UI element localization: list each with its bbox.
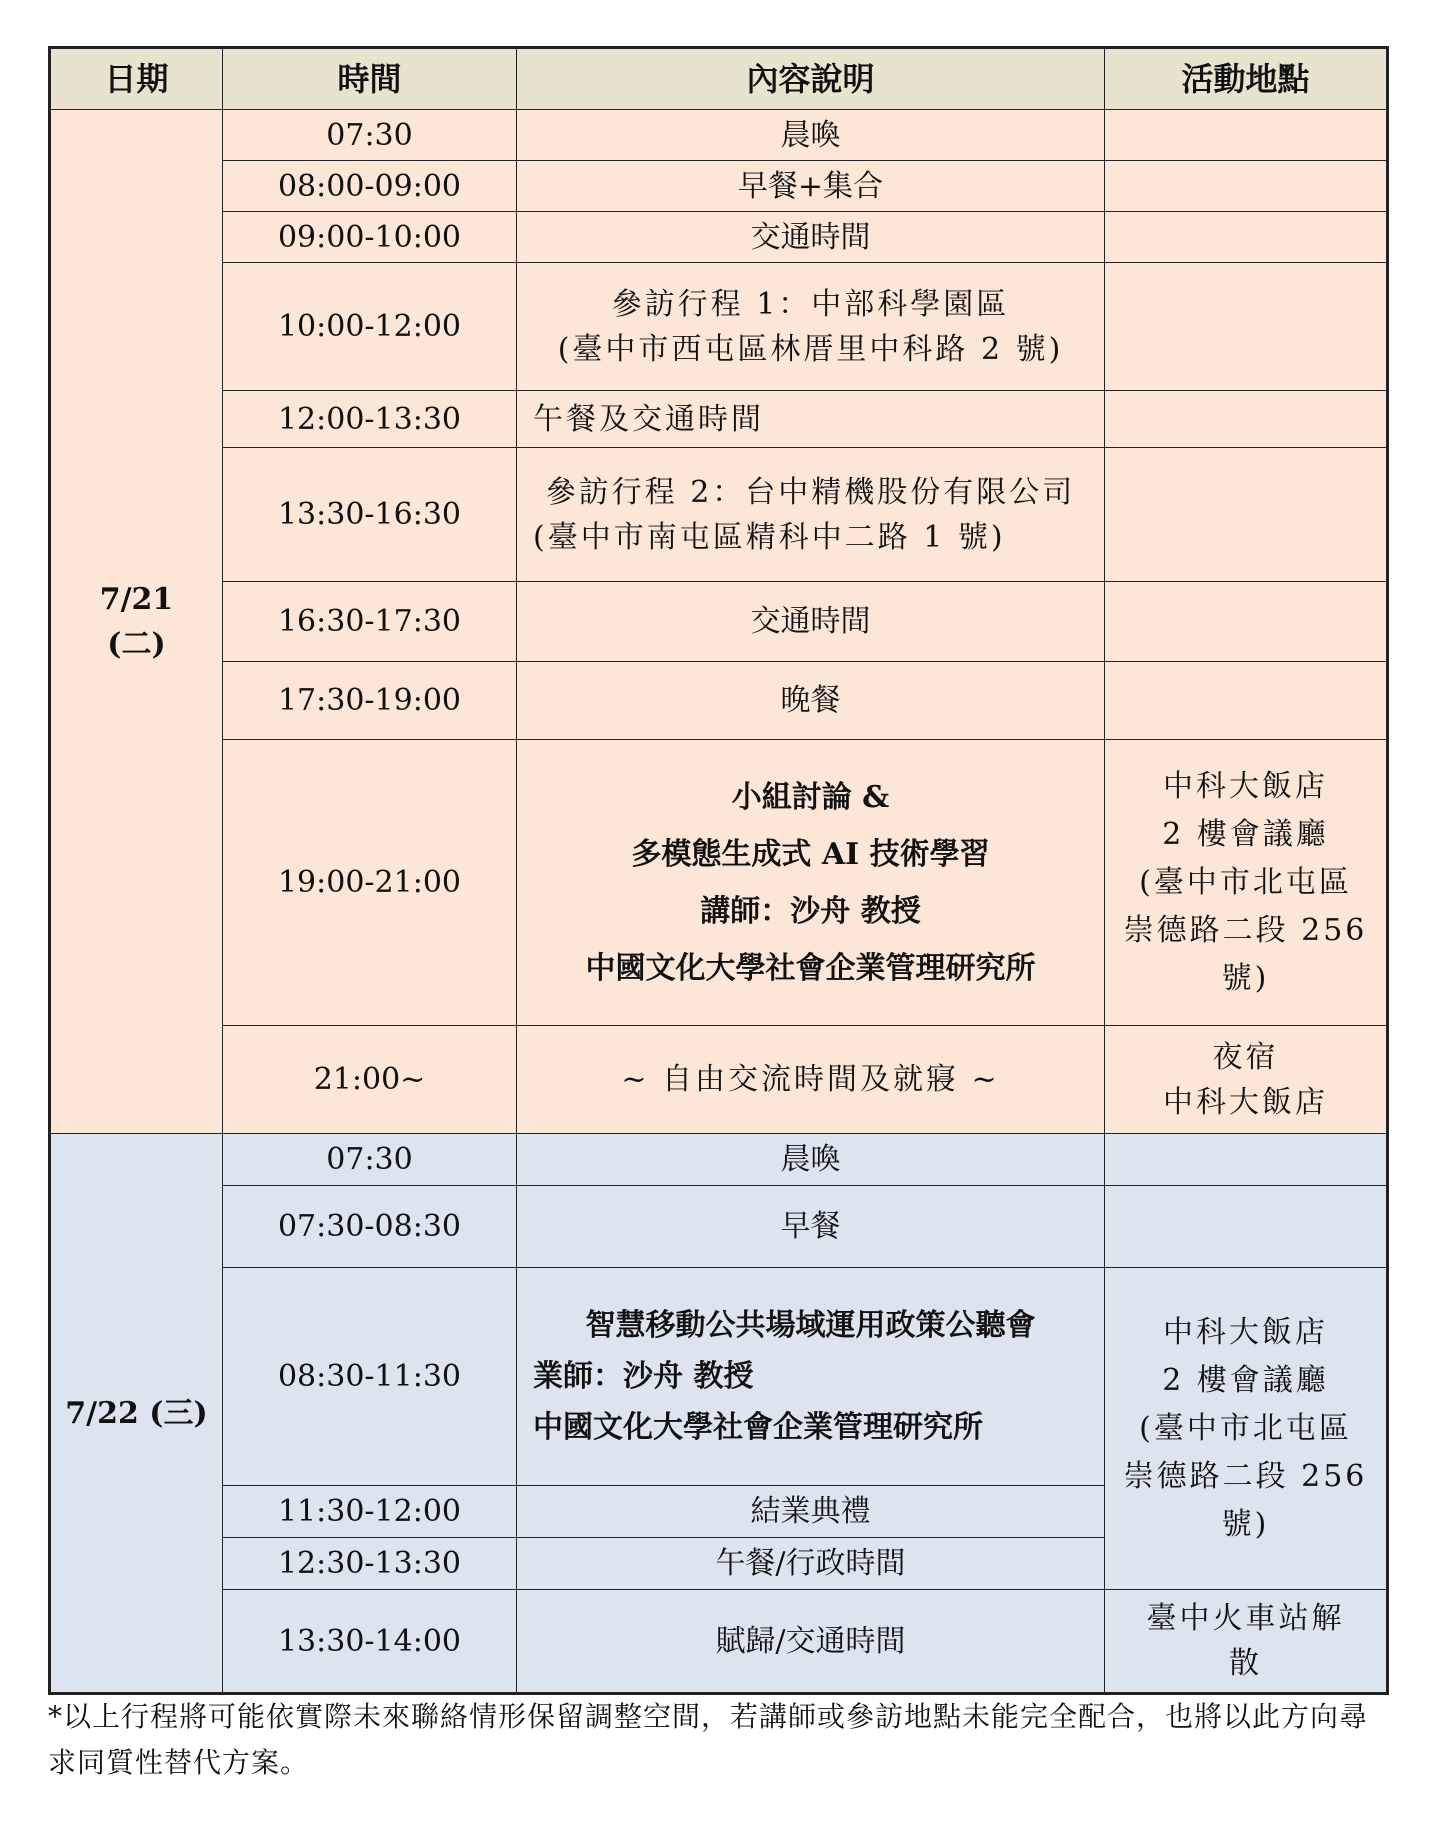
location-cell [1105, 1186, 1388, 1268]
date-text: 7/21 [99, 581, 174, 617]
content-cell: 參訪行程 1：中部科學園區 (臺中市西屯區林厝里中科路 2 號) [517, 263, 1105, 391]
location-cell [1105, 161, 1388, 212]
time-cell: 07:30-08:30 [223, 1186, 517, 1268]
location-cell: 中科大飯店 2 樓會議廳 (臺中市北屯區 崇德路二段 256 號) [1105, 1268, 1388, 1590]
time-cell: 13:30-14:00 [223, 1590, 517, 1694]
table-row [50, 110, 1388, 161]
table-row [50, 161, 1388, 212]
table-row [50, 212, 1388, 263]
time-cell: 07:30 [223, 1134, 517, 1186]
table-row [50, 1186, 1388, 1268]
header-content: 內容說明 [517, 48, 1105, 110]
weekday-text: (二) [107, 626, 166, 662]
location-cell [1105, 582, 1388, 662]
table-row [50, 740, 1388, 1026]
table-row [50, 1268, 1388, 1486]
location-cell [1105, 1134, 1388, 1186]
date-text: 7/22 (三) [65, 1395, 208, 1431]
location-cell [1105, 662, 1388, 740]
time-cell: 08:30-11:30 [223, 1268, 517, 1486]
location-cell [1105, 212, 1388, 263]
location-cell [1105, 391, 1388, 448]
table-row [50, 662, 1388, 740]
location-cell [1105, 263, 1388, 391]
location-cell: 中科大飯店 2 樓會議廳 (臺中市北屯區 崇德路二段 256 號) [1105, 740, 1388, 1026]
footnote: *以上行程將可能依實際未來聯絡情形保留調整空間，若講師或參訪地點未能完全配合，也將以此方向尋求同質性替代方案。 [48, 1700, 1369, 1779]
table-row [50, 448, 1388, 582]
content-cell: 交通時間 [517, 582, 1105, 662]
time-cell: 13:30-16:30 [223, 448, 517, 582]
content-cell: ~ 自由交流時間及就寢 ~ [517, 1026, 1105, 1134]
content-cell: 晨喚 [517, 110, 1105, 161]
table-row [50, 1590, 1388, 1694]
header-time: 時間 [223, 48, 517, 110]
content-cell: 早餐+集合 [517, 161, 1105, 212]
content-cell: 晚餐 [517, 662, 1105, 740]
time-cell: 10:00-12:00 [223, 263, 517, 391]
time-cell: 07:30 [223, 110, 517, 161]
content-cell: 賦歸/交通時間 [517, 1590, 1105, 1694]
schedule-table [48, 46, 1389, 1695]
location-cell [1105, 110, 1388, 161]
content-cell: 午餐/行政時間 [517, 1538, 1105, 1590]
date-cell-day2 [50, 1134, 223, 1694]
time-cell: 11:30-12:00 [223, 1486, 517, 1538]
content-cell: 午餐及交通時間 [517, 391, 1105, 448]
location-cell: 臺中火車站解 散 [1105, 1590, 1388, 1694]
content-cell: 小組討論 & 多模態生成式 AI 技術學習 講師：沙舟 教授 中國文化大學社會企業管理研究所 [517, 740, 1105, 1026]
time-cell: 16:30-17:30 [223, 582, 517, 662]
time-cell: 19:00-21:00 [223, 740, 517, 1026]
date-cell-day1 [50, 110, 223, 1134]
table-row [50, 582, 1388, 662]
time-cell: 09:00-10:00 [223, 212, 517, 263]
content-cell: 結業典禮 [517, 1486, 1105, 1538]
table-row [50, 1026, 1388, 1134]
location-cell [1105, 448, 1388, 582]
content-cell: 交通時間 [517, 212, 1105, 263]
location-cell: 夜宿 中科大飯店 [1105, 1026, 1388, 1134]
time-cell: 12:30-13:30 [223, 1538, 517, 1590]
table-row [50, 263, 1388, 391]
time-cell: 08:00-09:00 [223, 161, 517, 212]
time-cell: 12:00-13:30 [223, 391, 517, 448]
content-cell: 參訪行程 2：台中精機股份有限公司 (臺中市南屯區精科中二路 1 號) [517, 448, 1105, 582]
time-cell: 21:00~ [223, 1026, 517, 1134]
content-cell: 晨喚 [517, 1134, 1105, 1186]
table-row [50, 1134, 1388, 1186]
header-row [50, 48, 1388, 110]
header-location: 活動地點 [1105, 48, 1388, 110]
content-cell: 智慧移動公共場域運用政策公聽會 業師：沙舟 教授 中國文化大學社會企業管理研究所 [517, 1268, 1105, 1486]
content-cell: 早餐 [517, 1186, 1105, 1268]
table-row [50, 391, 1388, 448]
header-date: 日期 [50, 48, 223, 110]
time-cell: 17:30-19:00 [223, 662, 517, 740]
